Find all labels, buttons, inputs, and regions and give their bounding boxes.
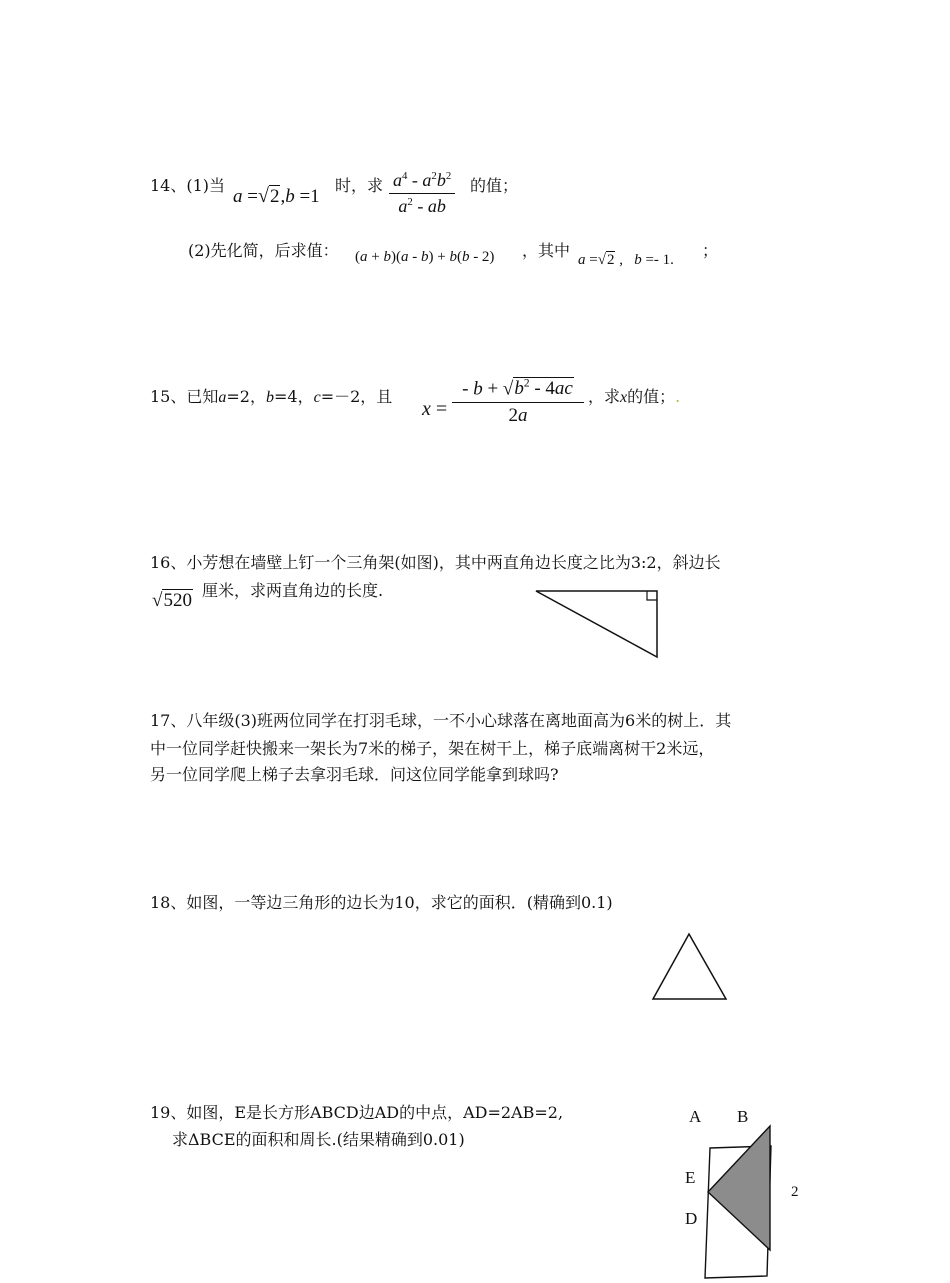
condition-a-b: a =√2,b =1 bbox=[233, 185, 320, 207]
question-15-number: 15 bbox=[150, 387, 171, 406]
label-d: D bbox=[685, 1209, 698, 1228]
right-triangle-figure bbox=[530, 585, 665, 665]
part-2-mid: ，其中 bbox=[522, 241, 571, 260]
question-19-number: 19 bbox=[150, 1103, 171, 1122]
equilateral-triangle bbox=[653, 934, 726, 999]
question-15-text: 15、已知a=2，b=4，c=－2，且 bbox=[150, 387, 393, 406]
question-16-number: 16 bbox=[150, 553, 171, 572]
question-18-number: 18 bbox=[150, 893, 171, 912]
question-17-number: 17 bbox=[150, 711, 171, 730]
question-16-line-1: 16、小芳想在墙壁上钉一个三角架(如图)，其中两直角边长度之比为3:2，斜边长 bbox=[150, 553, 721, 572]
right-angle-mark bbox=[647, 591, 657, 600]
question-17-line-1: 17、八年级(3)班两位同学在打羽毛球，一不小心球落在离地面高为6米的树上．其 bbox=[150, 711, 732, 730]
hypotenuse-length: √520 bbox=[152, 590, 192, 611]
part-1-end: 的值； bbox=[470, 176, 519, 195]
right-triangle bbox=[536, 591, 657, 657]
fraction-expression-1: $\frac{a^4 - a^2b^2}{a^2 - ab}$ bbox=[389, 170, 455, 217]
label-b: B bbox=[737, 1107, 749, 1126]
x-equals: x = bbox=[422, 398, 448, 420]
question-14-number: 14 bbox=[150, 176, 171, 195]
part-2-end: ； bbox=[702, 241, 719, 260]
part-1-mid: 时，求 bbox=[335, 176, 384, 195]
value-condition: a =√2 , b =- 1. bbox=[578, 252, 674, 268]
question-14-part-1: 14、(1)当 bbox=[150, 176, 226, 195]
label-e: E bbox=[685, 1168, 696, 1187]
question-19-line-1: 19、如图，E是长方形ABCD边AD的中点，AD=2AB=2, bbox=[150, 1103, 564, 1122]
label-a: A bbox=[689, 1107, 702, 1126]
quadratic-formula: $\frac{- b + √b^2 - 4ac}{2a}$ bbox=[452, 378, 584, 427]
question-19-line-2: 求ΔBCE的面积和周长.(结果精确到0.01) bbox=[172, 1130, 465, 1149]
triangle-bce bbox=[708, 1126, 770, 1250]
question-17-line-3: 另一位同学爬上梯子去拿羽毛球．问这位同学能拿到球吗? bbox=[150, 765, 559, 784]
part-1-lead: (1)当 bbox=[186, 176, 226, 195]
question-16-line-2: 厘米，求两直角边的长度. bbox=[202, 581, 384, 600]
rectangle-figure bbox=[675, 1100, 815, 1283]
question-18-text: 18、如图，一等边三角形的边长为10，求它的面积．(精确到0.1) bbox=[150, 893, 613, 912]
question-15-ask: ，求x的值；. bbox=[588, 387, 681, 406]
equilateral-triangle-figure bbox=[648, 928, 733, 1004]
part-2-lead: (2)先化简，后求值： bbox=[188, 241, 339, 260]
question-17-line-2: 中一位同学赶快搬来一架长为7米的梯子，架在树干上，梯子底端离树干2米远， bbox=[150, 739, 715, 758]
side-length-label: 2 bbox=[791, 1184, 799, 1200]
simplify-expression: (a + b)(a - b) + b(b - 2) bbox=[355, 249, 495, 265]
